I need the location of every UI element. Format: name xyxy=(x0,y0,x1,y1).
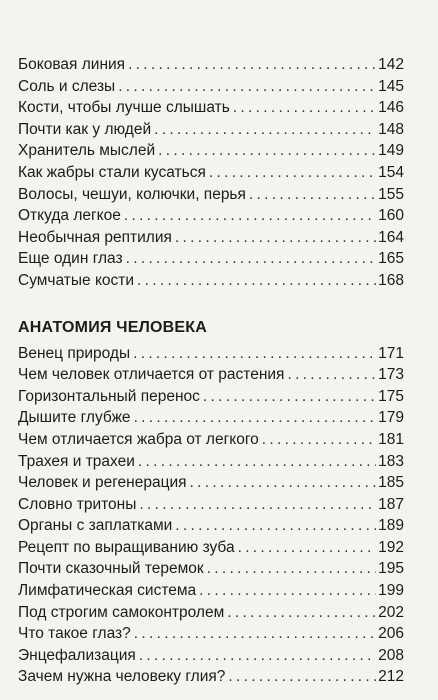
toc-entry xyxy=(18,407,404,429)
toc-entry-page: 206 xyxy=(378,625,404,643)
toc-entry xyxy=(18,97,404,119)
toc-entry-title: Под строгим самоконтролем xyxy=(18,603,225,621)
toc-leader-dots xyxy=(228,666,376,688)
toc-entry-page: 160 xyxy=(378,207,404,225)
toc-leader-dots xyxy=(233,97,376,119)
toc-leader-dots xyxy=(238,537,377,559)
toc-entry xyxy=(18,184,404,206)
toc-entry-page: 173 xyxy=(378,366,404,384)
toc-entry-page: 183 xyxy=(378,452,404,470)
toc-entry-title: Еще один глаз xyxy=(18,250,123,268)
toc-leader-dots xyxy=(124,205,376,227)
toc-entry-title: Кости, чтобы лучше слышать xyxy=(18,99,230,117)
toc-entry-page: 145 xyxy=(378,77,404,95)
toc-entry-title: Энцефализация xyxy=(18,646,136,664)
toc-entry-page: 208 xyxy=(378,646,404,664)
toc-entry xyxy=(18,119,404,141)
toc-entry-page: 149 xyxy=(378,142,404,160)
toc-leader-dots xyxy=(138,451,376,473)
toc-entry xyxy=(18,472,404,494)
toc-entry-title: Соль и слезы xyxy=(18,77,116,95)
toc-leader-dots xyxy=(139,645,376,667)
toc-entry-title: Чем отличается жабра от легкого xyxy=(18,430,259,448)
toc-entry-page: 175 xyxy=(378,387,404,405)
toc-entry-page: 142 xyxy=(378,56,404,73)
toc-leader-dots xyxy=(209,162,376,184)
toc-entry xyxy=(18,515,404,537)
toc-entry-page: 195 xyxy=(378,560,404,578)
toc-entry-page: 185 xyxy=(378,474,404,492)
toc-leader-dots xyxy=(227,602,376,624)
toc-entry-title: Откуда легкое xyxy=(18,207,121,225)
toc-entry xyxy=(18,364,404,386)
toc-leader-dots xyxy=(249,184,376,206)
toc-entry-page: 164 xyxy=(378,228,404,246)
toc-entry xyxy=(18,343,404,365)
toc-leader-dots xyxy=(137,270,376,292)
toc-leader-dots xyxy=(139,494,376,516)
toc-entry-title: Хранитель мыслей xyxy=(18,142,156,160)
toc-leader-dots xyxy=(154,119,376,141)
toc-leader-dots xyxy=(175,227,376,249)
toc-entry-title: Человек и регенерация xyxy=(18,474,187,492)
toc-leader-dots xyxy=(175,515,376,537)
toc-entry xyxy=(18,386,404,408)
toc-leader-dots xyxy=(287,364,376,386)
toc-entry xyxy=(18,558,404,580)
toc-entry-page: 187 xyxy=(378,495,404,513)
toc-entry-page: 192 xyxy=(378,538,404,556)
toc-entry-title: Лимфатическая система xyxy=(18,582,197,600)
toc-leader-dots xyxy=(158,140,376,162)
toc-entry xyxy=(18,645,404,667)
toc-leader-dots xyxy=(190,472,377,494)
toc-entry-page: 179 xyxy=(378,409,404,427)
toc-entry-page: 165 xyxy=(378,250,404,268)
toc-entry-title: Что такое глаз? xyxy=(18,625,131,643)
toc-entry xyxy=(18,580,404,602)
toc-entry-page: 199 xyxy=(378,582,404,600)
toc-entry-title: Горизонтальный перенос xyxy=(18,387,200,405)
toc-entry xyxy=(18,205,404,227)
toc-leader-dots xyxy=(203,386,376,408)
toc-entry-title: Волосы, чешуи, колючки, перья xyxy=(18,185,246,203)
toc-entry-title: Почти сказочный теремок xyxy=(18,560,204,578)
toc-entry xyxy=(18,76,404,98)
toc-leader-dots xyxy=(262,429,376,451)
toc-entry xyxy=(18,162,404,184)
toc-entry xyxy=(18,602,404,624)
toc-entry-page: 202 xyxy=(378,603,404,621)
toc-entry xyxy=(18,248,404,270)
toc-entry-title: Трахея и трахеи xyxy=(18,452,135,470)
toc-entry-page: 155 xyxy=(378,185,404,203)
toc-entry-title: Боковая линия xyxy=(18,56,126,73)
toc-entry xyxy=(18,623,404,645)
toc-entry-page: 171 xyxy=(378,344,404,362)
toc-entry-page: 168 xyxy=(378,271,404,289)
toc-leader-dots xyxy=(128,54,376,76)
toc-entry xyxy=(18,429,404,451)
toc-entry-page: 154 xyxy=(378,163,404,181)
toc-leader-dots xyxy=(118,76,376,98)
toc-entry-title: Венец природы xyxy=(18,344,131,362)
table-of-contents xyxy=(18,54,404,688)
toc-entry-title: Словно тритоны xyxy=(18,495,137,513)
toc-entry-title: Рецепт по выращиванию зуба xyxy=(18,538,235,556)
toc-leader-dots xyxy=(134,623,376,645)
toc-entry-title: Необычная рептилия xyxy=(18,228,172,246)
toc-leader-dots xyxy=(126,248,377,270)
section-heading: АНАТОМИЯ ЧЕЛОВЕКА xyxy=(18,318,207,336)
toc-entry-title: Чем человек отличается от растения xyxy=(18,366,285,384)
toc-entry xyxy=(18,666,404,688)
toc-entry-page: 189 xyxy=(378,517,404,535)
toc-leader-dots xyxy=(133,343,376,365)
toc-leader-dots xyxy=(207,558,376,580)
toc-entry xyxy=(18,140,404,162)
toc-entry-page: 148 xyxy=(378,120,404,138)
toc-entry xyxy=(18,537,404,559)
toc-entry-title: Зачем нужна человеку глия? xyxy=(18,668,226,686)
toc-section-2-list xyxy=(18,343,404,689)
toc-entry xyxy=(18,270,404,292)
toc-entry-page: 181 xyxy=(378,430,404,448)
toc-entry xyxy=(18,451,404,473)
toc-entry-page: 212 xyxy=(378,668,404,686)
toc-entry xyxy=(18,494,404,516)
toc-leader-dots xyxy=(199,580,376,602)
toc-entry-title: Сумчатые кости xyxy=(18,271,135,289)
toc-entry-title: Как жабры стали кусаться xyxy=(18,163,206,181)
toc-entry xyxy=(18,227,404,249)
toc-leader-dots xyxy=(134,407,377,429)
toc-section-1-list xyxy=(18,54,404,292)
toc-entry xyxy=(18,54,404,76)
toc-entry-title: Почти как у людей xyxy=(18,120,152,138)
toc-entry-page: 146 xyxy=(378,99,404,117)
toc-entry-title: Органы с заплатками xyxy=(18,517,173,535)
toc-entry-title: Дышите глубже xyxy=(18,409,131,427)
